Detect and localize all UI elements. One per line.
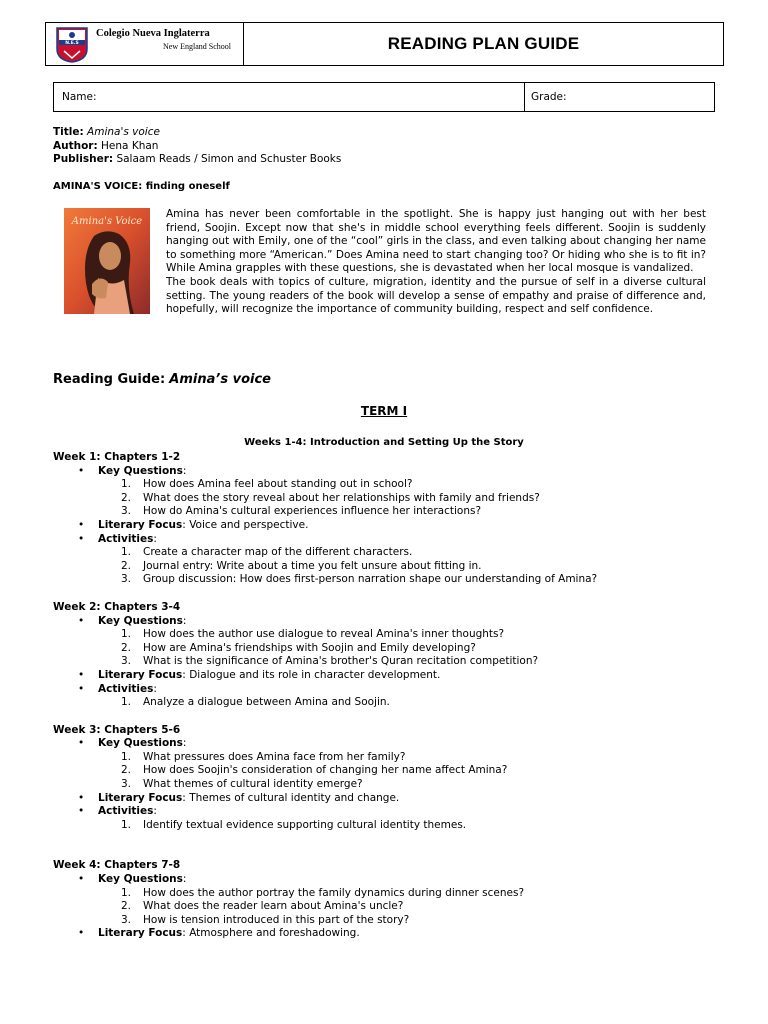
author-line	[53, 140, 341, 154]
synopsis	[166, 208, 706, 317]
reading-guide-heading	[53, 372, 271, 387]
list-item: • Activities:	[78, 805, 157, 818]
list-item: 2. What does the story reveal about her relationships with family and friends?	[121, 491, 540, 504]
list-item: 3. How is tension introduced in this part of the story?	[121, 913, 410, 926]
school-crest-logo	[56, 27, 88, 63]
list-item: • Activities:	[78, 532, 157, 545]
list-item: 2. How are Amina's friendships with Soojin and Emily developing?	[121, 641, 476, 654]
list-item: 3. How do Amina's cultural experiences influence her interactions?	[121, 505, 482, 518]
list-item: 2. What does the reader learn about Amina's uncle?	[121, 900, 404, 913]
list-item: 1. How does the author use dialogue to reveal Amina's inner thoughts?	[121, 628, 505, 641]
reading-guide-book: Amina’s voice	[169, 372, 271, 387]
author-label: Author:	[53, 139, 98, 152]
list-item: 2. How does Soojin's consideration of changing her name affect Amina?	[121, 764, 508, 777]
book-metadata	[53, 126, 341, 167]
list-item: 1. Identify textual evidence supporting cultural identity themes.	[121, 818, 467, 831]
list-item: 3. What themes of cultural identity emerge?	[121, 778, 363, 791]
term-heading: TERM I	[360, 404, 408, 418]
document-title: READING PLAN GUIDE	[387, 34, 580, 53]
name-field[interactable]	[54, 83, 525, 111]
name-label: Name:	[62, 91, 97, 103]
weeks-range-heading: Weeks 1-4: Introduction and Setting Up the Story	[244, 437, 524, 448]
document-header	[45, 22, 724, 66]
grade-label: Grade:	[531, 91, 567, 103]
cover-title: Amina's Voice	[71, 216, 143, 227]
week-title: Week 1: Chapters 1-2	[53, 451, 181, 463]
publisher-line	[53, 153, 341, 167]
list-item: • Key Questions:	[78, 873, 187, 886]
list-item: 1. Create a character map of the different characters.	[121, 546, 413, 559]
list-item: • Literary Focus: Dialogue and its role in character development.	[78, 668, 441, 681]
list-item: 3. What is the significance of Amina's brother's Quran recitation competition?	[121, 655, 539, 668]
list-item: • Key Questions:	[78, 614, 187, 627]
week-title: Week 2: Chapters 3-4	[53, 600, 181, 613]
book-cover-image	[64, 208, 150, 314]
school-name: Colegio Nueva Inglaterra	[96, 28, 210, 39]
list-item: • Key Questions:	[78, 737, 187, 750]
list-item: • Key Questions:	[78, 464, 187, 477]
theme-heading: AMINA'S VOICE: finding oneself	[53, 181, 230, 192]
publisher-label: Publisher:	[53, 153, 114, 165]
list-item: • Literary Focus: Voice and perspective.	[78, 518, 309, 531]
list-item: 1. What pressures does Amina face from her family?	[121, 750, 406, 763]
school-subtitle: New England School	[163, 42, 231, 51]
title-block	[244, 23, 723, 65]
list-item: 1. How does the author portray the family dynamics during dinner scenes?	[121, 886, 525, 899]
synopsis-paragraph: Amina has never been comfortable in the spotlight. She is happy just hanging out with her best friend, Soojin. Except now that she's in middle school everything feels different. Soojin is suddenly hanging out with Emily, one of the “cool” girls in the class, and even talking about changing her name to something more “American.” Does Amina need to start changing too? Or hiding who she is to fit in? While Amina grapples with these questions, she is devastated when her local mosque is vandalized.	[166, 208, 706, 275]
list-item: • Activities:	[78, 682, 157, 695]
svg-text:N.E.S: N.E.S	[65, 41, 79, 46]
list-item: 1. How does Amina feel about standing out in school?	[121, 478, 413, 491]
reading-guide-prefix: Reading Guide:	[53, 372, 166, 387]
week-title: Week 4: Chapters 7-8	[53, 859, 181, 872]
title-value: Amina's voice	[87, 126, 160, 138]
title-label: Title:	[53, 126, 84, 138]
school-block	[46, 23, 244, 65]
title-line	[53, 126, 341, 140]
synopsis-paragraph: The book deals with topics of culture, migration, identity and the pursue of self in a diverse cultural setting. The young readers of the book will develop a sense of empathy and praise of difference and, hopefully, will recognize the importance of community building, respect and self confidence.	[166, 275, 706, 316]
list-item: 2. Journal entry: Write about a time you felt unsure about fitting in.	[121, 559, 482, 572]
weekly-plan	[53, 451, 733, 941]
author-value: Hena Khan	[101, 139, 159, 152]
list-item: • Literary Focus: Themes of cultural identity and change.	[78, 791, 400, 804]
grade-field[interactable]	[525, 83, 714, 111]
publisher-value: Salaam Reads / Simon and Schuster Books	[116, 153, 342, 165]
list-item: 1. Analyze a dialogue between Amina and Soojin.	[121, 696, 390, 709]
week-title: Week 3: Chapters 5-6	[53, 723, 181, 736]
list-item: 3. Group discussion: How does first-person narration shape our understanding of Amina?	[121, 573, 598, 586]
student-info-table	[53, 82, 715, 112]
list-item: • Literary Focus: Atmosphere and foreshadowing.	[78, 927, 360, 940]
